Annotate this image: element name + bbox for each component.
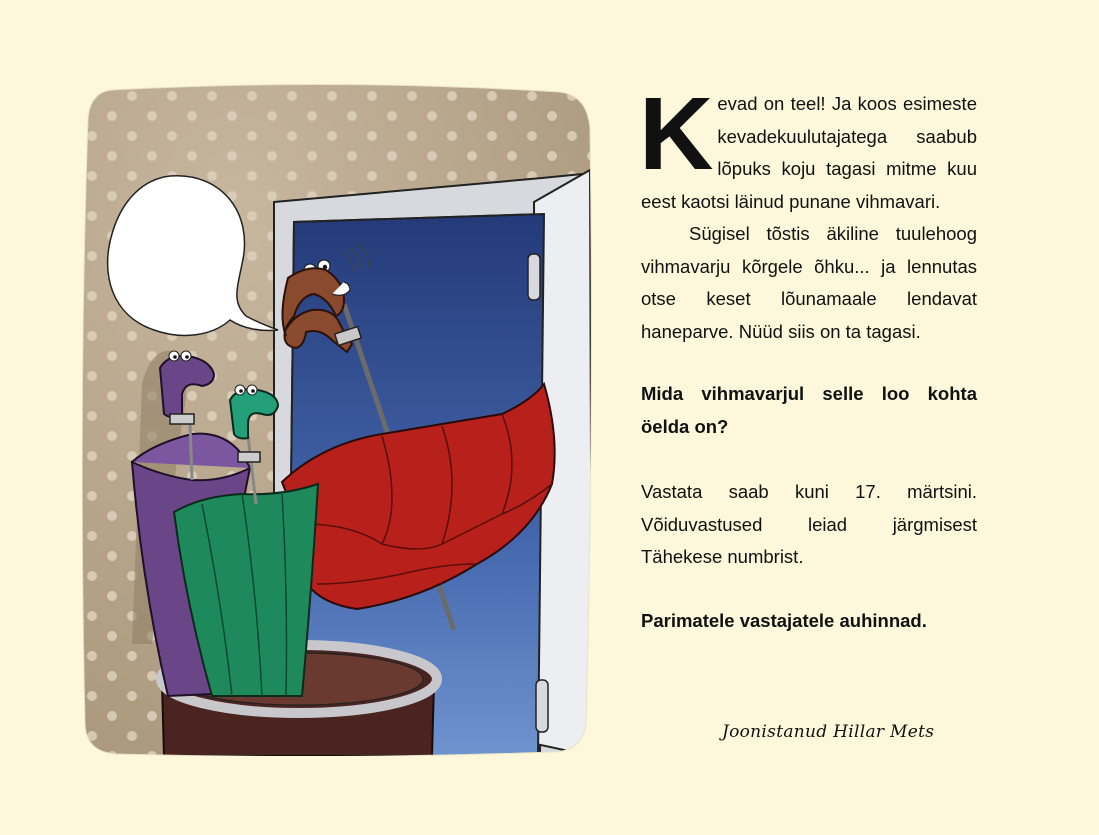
- question: Mida vihmavarjul selle loo kohta öelda on?: [641, 383, 977, 437]
- story-paragraph-2: Sügisel tõstis äkiline tuulehoog vihmavarju kõrgele õhku... ja lennutas otse keset lõunamaale lendavat haneparve. Nüüd siis on ta tagasi.: [641, 223, 977, 342]
- prizes-text: Parimatele vastajatele auhinnad.: [641, 609, 927, 631]
- illustration-svg: [82, 84, 592, 756]
- deadline-text: Vastata saab kuni 17. märtsini. Võiduvastused leiad järgmisest Tähekese numbrist.: [641, 481, 977, 567]
- umbrella-illustration: [82, 84, 592, 756]
- illustrator-credit: Joonistanud Hillar Mets: [722, 722, 935, 742]
- drop-cap: K: [639, 76, 712, 191]
- hinge-top: [528, 254, 540, 300]
- hinge-bottom: [536, 680, 548, 732]
- story-paragraph-1: [639, 76, 977, 218]
- story-text: [639, 76, 977, 637]
- story-paragraph-1-text: evad on teel! Ja koos esimeste kevadekuulutajatega saabub lõpuks koju tagasi mitme kuu eest kaotsi läinud punane vihmavari.: [641, 93, 977, 212]
